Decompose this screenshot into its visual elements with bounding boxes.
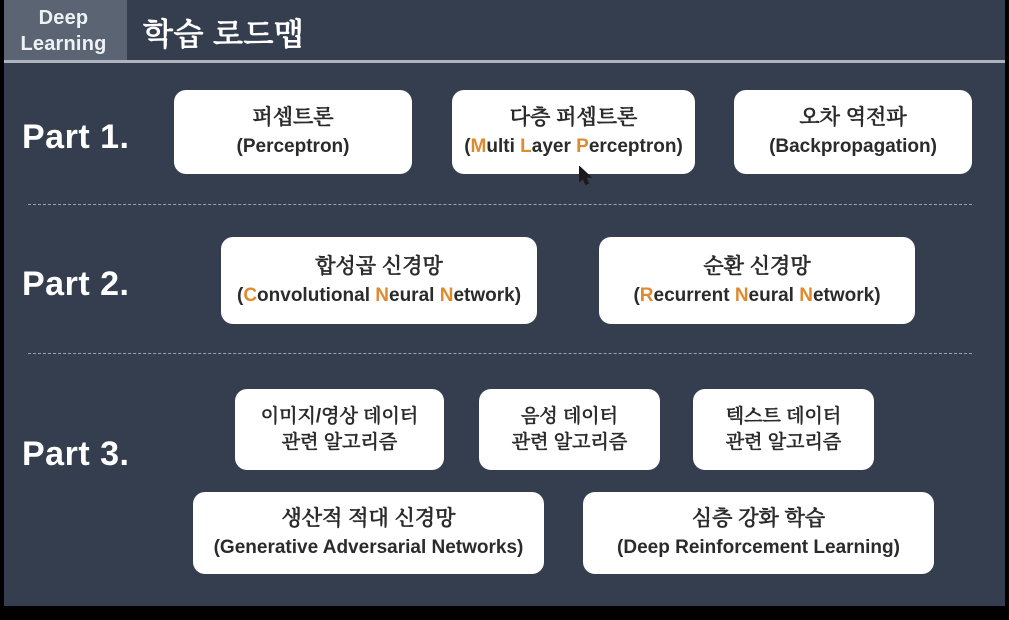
part-1-label: Part 1. xyxy=(22,118,130,156)
paren-close: ) xyxy=(874,284,881,306)
card-audio-data[interactable] xyxy=(479,389,660,470)
card-title-ko: 다층 퍼셉트론 xyxy=(509,106,638,129)
card-backpropagation[interactable] xyxy=(734,90,972,174)
card-rnn[interactable] xyxy=(599,237,915,324)
paren-close: ) xyxy=(676,136,683,157)
paren-open: ( xyxy=(464,136,471,157)
part-2-label: Part 2. xyxy=(22,265,130,303)
page-title: 학습 로드맵 xyxy=(143,16,305,52)
card-title-en: (Deep Reinforcement Learning) xyxy=(617,537,900,558)
card-title-en xyxy=(237,134,350,160)
part-3-label: Part 3. xyxy=(22,435,130,473)
left-edge-bar xyxy=(0,0,4,620)
card-line-1: 텍스트 데이터 xyxy=(725,405,842,427)
en-seg-hl: N xyxy=(799,284,813,306)
part-2-section xyxy=(0,225,1009,355)
card-title-en xyxy=(633,283,880,309)
paren-close: ) xyxy=(930,136,937,157)
paren-open: ( xyxy=(769,136,776,157)
card-title-en xyxy=(769,134,937,160)
en-seg: ayer xyxy=(531,136,577,157)
card-line-1: 이미지/영상 데이터 xyxy=(260,405,419,427)
en-seg: eural xyxy=(748,284,800,306)
en-seg: Backpropagation xyxy=(775,136,931,157)
en-seg-hl: C xyxy=(243,284,258,306)
card-line-2: 관련 알고리즘 xyxy=(725,431,842,453)
card-line-2: 관련 알고리즘 xyxy=(281,431,398,453)
card-cnn[interactable] xyxy=(221,237,537,324)
en-seg-hl: N xyxy=(734,284,749,306)
card-text-data[interactable] xyxy=(693,389,874,470)
card-title-en: (Generative Adversarial Networks) xyxy=(213,537,524,558)
brand-line-1: Deep xyxy=(38,7,89,29)
divider-part-2 xyxy=(28,353,972,354)
card-title-en xyxy=(464,134,683,160)
en-seg: Perceptron xyxy=(242,136,344,157)
en-seg: eural xyxy=(389,284,440,306)
paren-open: ( xyxy=(633,284,640,306)
en-seg-hl: R xyxy=(639,284,654,306)
en-seg-hl: L xyxy=(520,136,532,157)
card-drl[interactable] xyxy=(583,492,934,574)
card-title-en xyxy=(237,283,521,309)
right-edge-bar xyxy=(1005,0,1009,620)
card-title-ko: 합성곱 신경망 xyxy=(315,254,443,278)
card-multi-layer-perceptron[interactable] xyxy=(452,90,695,174)
card-line-1: 음성 데이터 xyxy=(520,405,619,427)
card-image-video-data[interactable] xyxy=(235,389,444,470)
paren-close: ) xyxy=(514,284,522,306)
paren-open: ( xyxy=(236,284,244,306)
paren-close: ) xyxy=(343,136,350,157)
en-seg: ecurrent xyxy=(653,284,735,306)
card-title-ko: 오차 역전파 xyxy=(799,106,907,129)
card-gan[interactable] xyxy=(193,492,544,574)
card-title-ko: 퍼셉트론 xyxy=(252,106,334,129)
brand-tab xyxy=(0,0,127,62)
en-seg-hl: P xyxy=(576,136,589,157)
en-seg: ulti xyxy=(486,136,521,157)
bottom-black-bar xyxy=(0,606,1009,620)
part-3-section xyxy=(0,380,1009,600)
en-seg: onvolutional xyxy=(257,284,376,306)
paren-open: ( xyxy=(236,136,243,157)
card-title-ko: 심층 강화 학습 xyxy=(691,507,826,530)
part-1-section xyxy=(0,85,1009,205)
card-title-ko: 생산적 적대 신경망 xyxy=(281,507,456,530)
en-seg-hl: M xyxy=(470,136,487,157)
en-seg: etwork xyxy=(453,284,515,306)
header-divider xyxy=(0,60,1009,63)
en-seg: erceptron xyxy=(588,136,677,157)
en-seg: etwork xyxy=(812,284,875,306)
en-seg-hl: N xyxy=(439,284,454,306)
divider-part-1 xyxy=(28,204,972,205)
card-line-2: 관련 알고리즘 xyxy=(511,431,628,453)
en-seg-hl: N xyxy=(375,284,389,306)
card-title-ko: 순환 신경망 xyxy=(703,254,811,278)
slide-header xyxy=(0,0,1009,62)
card-perceptron[interactable] xyxy=(174,90,412,174)
brand-line-2: Learning xyxy=(20,33,107,55)
